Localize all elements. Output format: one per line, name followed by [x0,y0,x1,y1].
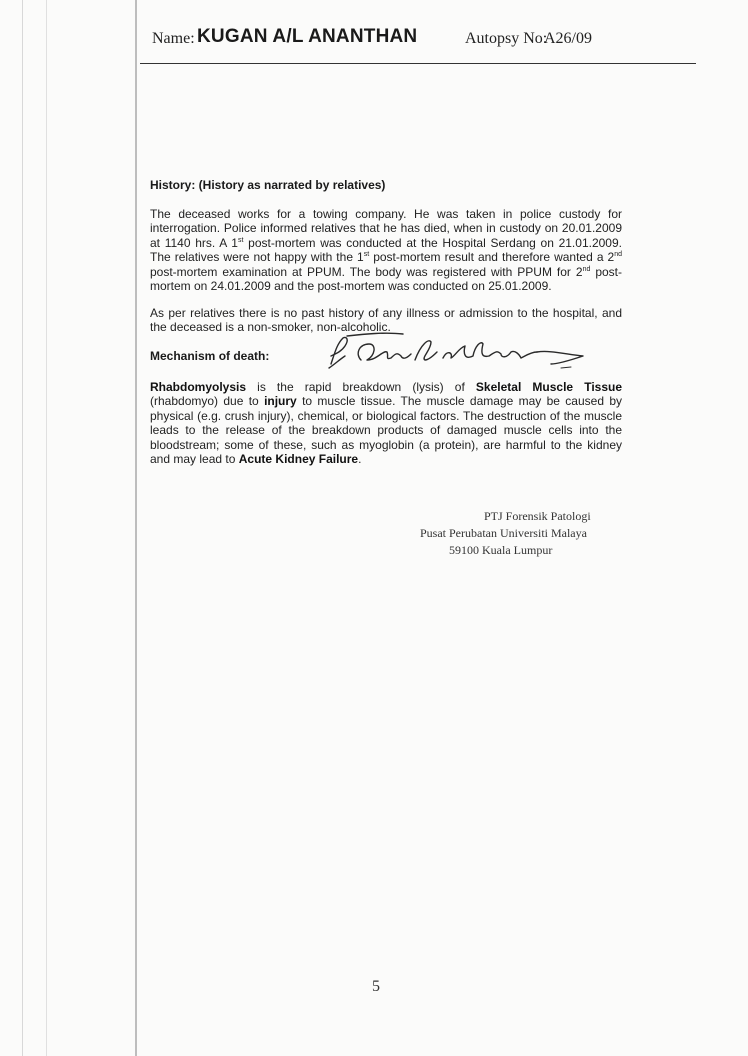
history-text: post-mortem result and therefore wanted a 2 [369,250,615,265]
history-title: History: (History as narrated by relatives) [150,178,386,192]
mechanism-text: (rhabdomyo) due to [150,394,265,409]
history-text: The deceased works for a towing company. He was taken in police custody for interrogation. Police informed relatives that he has died, when in custody on 20.01.2009 at 1140 hrs. A 1 [150,207,622,250]
handwritten-signature [325,330,605,374]
history-paragraph [150,207,622,293]
stamp-line: 59100 Kuala Lumpur [449,543,553,557]
scan-binding-line [135,0,137,1056]
name-label: Name: [152,30,195,47]
ordinal-suffix: nd [582,265,591,273]
history-paragraph: As per relatives there is no past history of any illness or admission to the hospital, and the deceased is a non-smoker, non-alcoholic. [150,306,622,335]
history-text: post-mortem was conducted at the Hospital Serdang on 21.01.2009. The relatives were not happy with the 1 [150,235,622,265]
autopsy-number-label: Autopsy No: [465,30,548,47]
mechanism-text: . [358,452,362,467]
term-rhabdomyolysis: Rhabdomyolysis [150,380,247,394]
scan-binding-line [22,0,23,1056]
term-injury: injury [264,394,297,409]
autopsy-number-value: A26/09 [544,30,592,47]
name-value: KUGAN A/L ANANTHAN [197,26,418,47]
term-acute-kidney-failure: Acute Kidney Failure [238,452,359,467]
header-divider [140,63,696,64]
ordinal-suffix: nd [614,251,622,259]
institution-stamp [420,508,620,559]
stamp-line: PTJ Forensik Patologi [484,509,591,523]
history-text: post-mortem examination at PPUM. The body was registered with PPUM for 2 [150,264,583,279]
mechanism-text: is the rapid breakdown (lysis) of [246,380,476,394]
ordinal-suffix: st [237,236,244,244]
mechanism-paragraph [150,380,622,466]
page-number: 5 [372,978,380,995]
term-skeletal-muscle-tissue: Skeletal Muscle Tissue [475,380,622,394]
mechanism-text: to muscle tissue. The muscle damage may be caused by physical (e.g. crush injury), chemical, or biological factors. The destruction of the muscle leads to the release of the breakdown products of damaged muscle cells into the bloodstream; some of these, such as myoglobin (a protein), are harmful to the kidney and may lead to [150,394,622,467]
mechanism-title: Mechanism of death: [150,349,270,363]
page-header [152,26,697,56]
history-text: post-mortem on 24.01.2009 and the post-mortem was conducted on 25.01.2009. [150,264,623,294]
scan-binding-line [46,0,47,1056]
stamp-line: Pusat Perubatan Universiti Malaya [420,526,587,540]
ordinal-suffix: st [363,251,370,259]
